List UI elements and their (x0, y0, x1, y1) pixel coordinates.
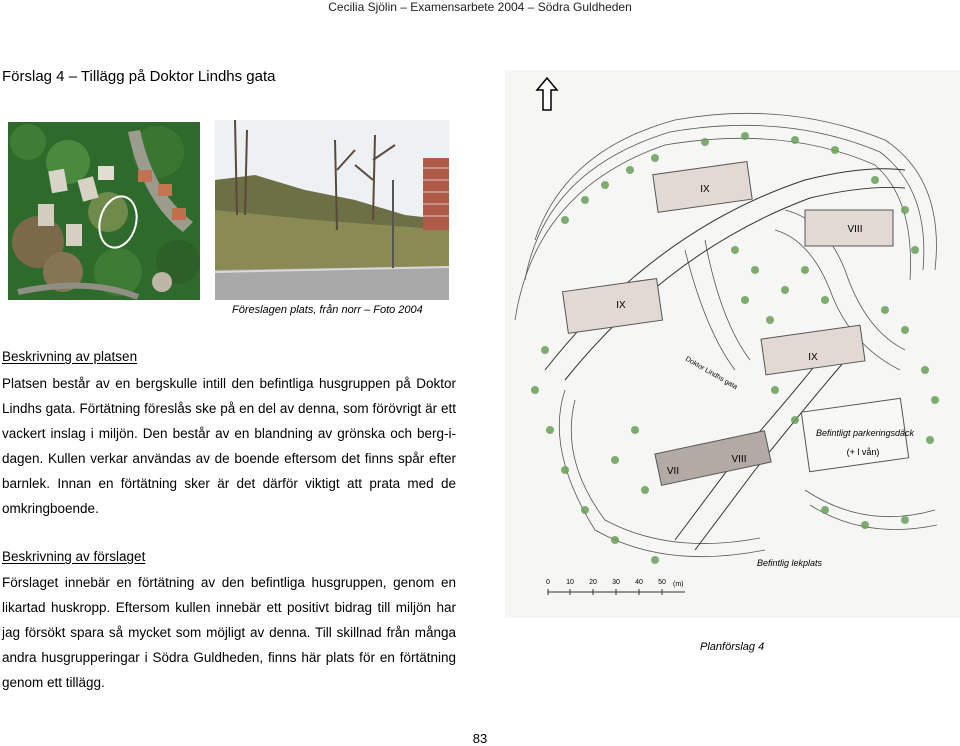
new-building-label-left: VII (666, 466, 680, 477)
building-label-3: IX (616, 300, 626, 311)
north-arrow-icon (537, 78, 557, 110)
playground-label: Befintlig lekplats (757, 558, 823, 568)
building-label-1: IX (700, 184, 710, 195)
page-title: Förslag 4 – Tillägg på Doktor Lindhs gata (2, 68, 276, 85)
road-label: Doktor Lindhs gata (684, 355, 739, 392)
new-building-label-right: VIII (731, 454, 747, 465)
page-number: 83 (472, 731, 488, 746)
parking-sublabel: (+ l vån) (846, 447, 880, 457)
site-description: Platsen består av en bergskulle intill den befintliga husgruppen på Doktor Lindhs gata. Förtätning föreslås ske på en del av denna, som förövrigt är ett vackert inslag i miljön. Den består av en blandning av grönska och berg-i-dagen. Kullen verkar användas av de boende eftersom det finns spår efter barnlek. Innan en förtätning sker är det därför viktigt att prata med de omkringboende. (2, 376, 456, 516)
scale-tick-5: 50 (658, 579, 666, 586)
site-plan (505, 70, 960, 618)
photo-caption: Föreslagen plats, från norr – Foto 2004 (232, 304, 423, 316)
building-label-2: VIII (847, 224, 863, 235)
scale-tick-2: 20 (589, 579, 597, 586)
scale-tick-0: 0 (546, 579, 550, 586)
scale-unit: (m) (673, 581, 684, 588)
scale-tick-3: 30 (612, 579, 620, 586)
street-photo (215, 120, 449, 300)
scale-tick-1: 10 (566, 579, 574, 586)
aerial-photo (8, 122, 200, 300)
page-header: Cecilia Sjölin – Examensarbete 2004 – Södra Guldheden (328, 0, 632, 14)
building-label-4: IX (808, 352, 818, 363)
proposal-description: Förslaget innebär en förtätning av den befintliga husgruppen, genom en likartad huskropp. Eftersom kullen innebär ett positivt bidrag till miljön har jag försökt spara så mycket som möjligt av denna. Till skillnad från många andra husgrupperingar i Södra Guldheden, finns här plats för en förtätning genom ett tillägg. (2, 575, 456, 690)
plan-caption: Planförslag 4 (700, 641, 765, 653)
scale-bar (546, 579, 685, 595)
proposal-heading: Beskrivning av förslaget (2, 549, 146, 564)
site-heading: Beskrivning av platsen (2, 349, 138, 364)
parking-label: Befintligt parkeringsdäck (815, 428, 915, 438)
scale-tick-4: 40 (635, 579, 643, 586)
